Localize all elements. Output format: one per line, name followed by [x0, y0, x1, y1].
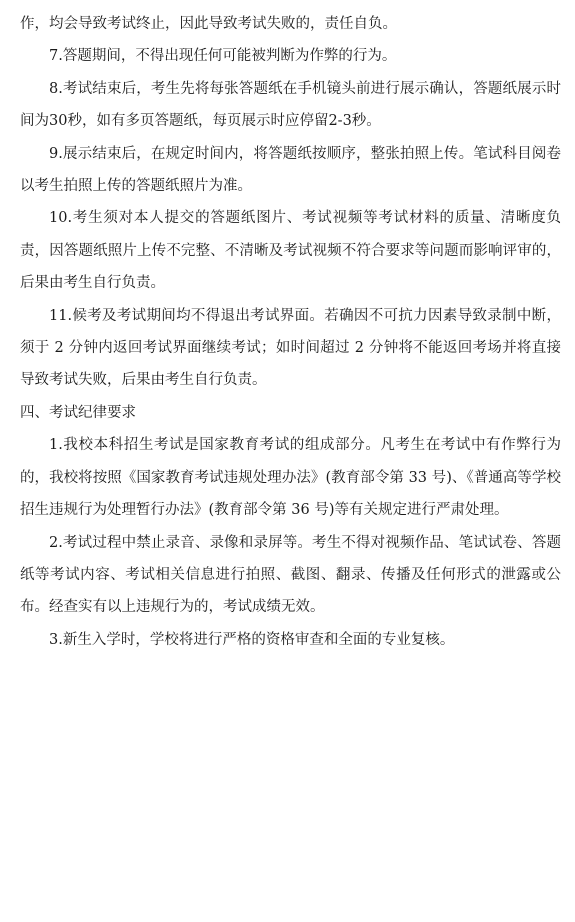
paragraph-item-10: 10.考生须对本人提交的答题纸图片、考试视频等考试材料的质量、清晰度负责，因答题纸照片上传不完整、不清晰及考试视频不符合要求等问题而影响评审的，后果由考生自行负责。: [20, 210, 561, 292]
paragraph-item-9: 9.展示结束后，在规定时间内，将答题纸按顺序，整张拍照上传。笔试科目阅卷以考生拍照上传的答题纸照片为准。: [20, 145, 561, 195]
paragraph-discipline-3: 3.新生入学时，学校将进行严格的资格审查和全面的专业复核。: [49, 631, 455, 648]
section-heading-discipline: 四、考试纪律要求: [20, 404, 136, 421]
paragraph-continuation: 作，均会导致考试终止，因此导致考试失败的，责任自负。: [20, 16, 397, 32]
paragraph-item-7: 7.答题期间，不得出现任何可能被判断为作弊的行为。: [49, 48, 397, 65]
paragraph-item-11: 11.候考及考试期间均不得退出考试界面。若确因不可抗力因素导致录制中断，须于 2 分钟内返回考试界面继续考试；如时间超过 2 分钟将不能返回考场并将直接导致考试失败，后果由考生自行负责。: [20, 307, 561, 389]
document-page: [0, 8, 575, 922]
paragraph-discipline-1: 1.我校本科招生考试是国家教育考试的组成部分。凡考生在考试中有作弊行为的，我校将按照《国家教育考试违规处理办法》(教育部令第 33 号)、《普通高等学校招生违规行为处理暂行办法》(教育部令第 36 号)等有关规定进行严肃处理。: [20, 437, 561, 519]
paragraph-item-8: 8.考试结束后，考生先将每张答题纸在手机镜头前进行展示确认，答题纸展示时间为30秒，如有多页答题纸，每页展示时应停留2-3秒。: [20, 80, 561, 130]
paragraph-discipline-2: 2.考试过程中禁止录音、录像和录屏等。考生不得对视频作品、笔试试卷、答题纸等考试内容、考试相关信息进行拍照、截图、翻录、传播及任何形式的泄露或公布。经查实有以上违规行为的，考试成绩无效。: [20, 534, 561, 616]
